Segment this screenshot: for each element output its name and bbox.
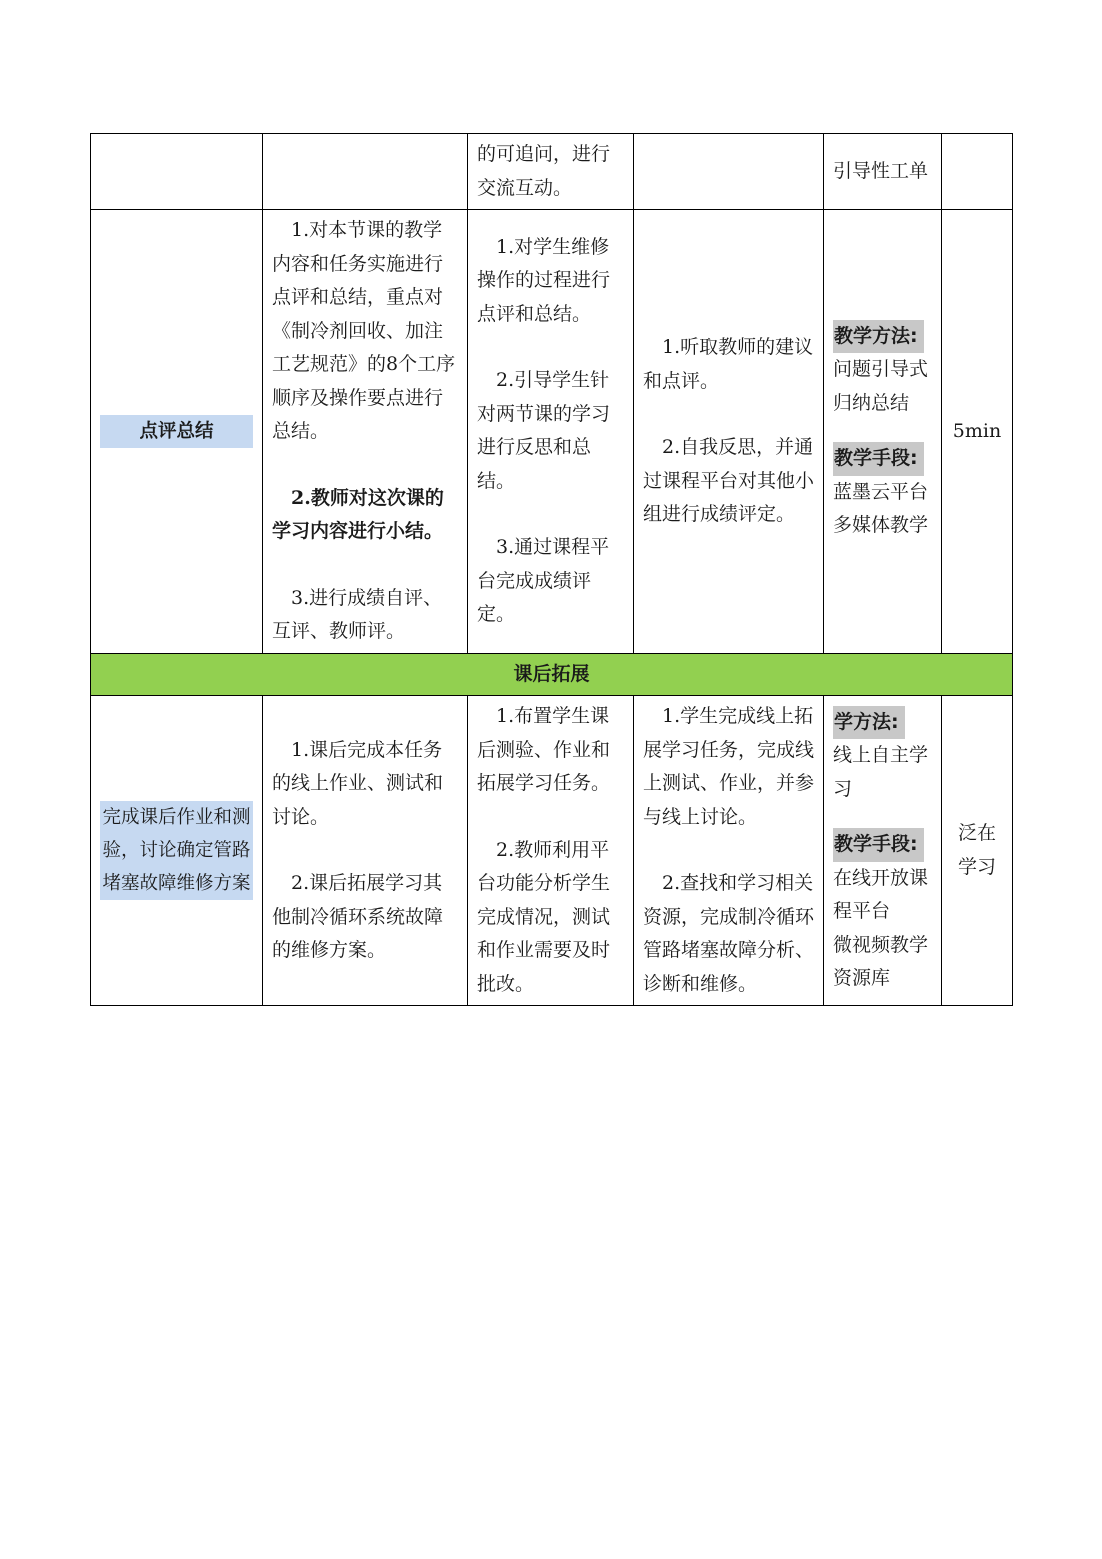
means-item: 微视频教学资源库 (833, 933, 929, 989)
student-activity-item: 1.听取教师的建议和点评。 (643, 336, 814, 392)
method-cell (824, 210, 942, 654)
content-cell-empty (263, 134, 468, 210)
method-cell (824, 134, 942, 210)
stage-label: 点评总结 (100, 415, 253, 448)
teacher-activity-item: 3.通过课程平台完成成绩评定。 (477, 536, 610, 626)
teacher-activity-text: 的可追问，进行交流互动。 (477, 143, 611, 199)
student-activity-cell-empty (634, 134, 824, 210)
method-cell (824, 696, 942, 1006)
method-label: 学方法: (833, 706, 905, 740)
method-item: 归纳总结 (833, 391, 910, 414)
teacher-activity-cell (468, 210, 634, 654)
time-text: 泛在学习 (958, 822, 997, 878)
content-item: 3.进行成绩自评、互评、教师评。 (272, 586, 443, 642)
means-item: 多媒体教学 (833, 514, 929, 537)
teacher-activity-cell (468, 696, 634, 1006)
table-row-review (91, 210, 1013, 654)
content-item: 1.对本节课的教学内容和任务实施进行点评和总结，重点对《制冷剂回收、加注工艺规范》的8个工序顺序及操作要点进行总结。 (272, 219, 456, 442)
section-header-row (91, 653, 1013, 696)
means-item: 蓝墨云平台 (833, 480, 929, 503)
table-row-continuation (91, 134, 1013, 210)
time-text: 5min (952, 419, 1002, 442)
content-cell (263, 696, 468, 1006)
method-item: 问题引导式 (833, 358, 929, 381)
stage-cell (91, 210, 263, 654)
teacher-activity-item: 1.布置学生课后测验、作业和拓展学习任务。 (477, 705, 611, 794)
student-activity-item: 2.自我反思，并通过课程平台对其他小组进行成绩评定。 (643, 436, 815, 525)
teacher-activity-item: 1.对学生维修操作的过程进行点评和总结。 (477, 235, 611, 325)
content-item: 2.课后拓展学习其他制冷循环系统故障的维修方案。 (272, 872, 444, 961)
time-cell (942, 210, 1013, 654)
method-label: 教学方法: (833, 320, 924, 354)
section-title: 课后拓展 (91, 653, 1013, 696)
method-text: 引导性工单 (833, 159, 929, 182)
content-item: 2.教师对这次课的学习内容进行小结。 (272, 486, 444, 542)
means-label: 教学手段: (833, 442, 924, 476)
student-activity-cell (634, 696, 824, 1006)
stage-label: 完成课后作业和测验，讨论确定管路堵塞故障维修方案 (100, 801, 253, 900)
time-cell-empty (942, 134, 1013, 210)
content-item: 1.课后完成本任务的线上作业、测试和讨论。 (272, 738, 444, 828)
content-cell (263, 210, 468, 654)
stage-cell-empty (91, 134, 263, 210)
lesson-plan-table (90, 133, 1013, 1006)
student-activity-item: 2.查找和学习相关资源，完成制冷循环管路堵塞故障分析、诊断和维修。 (643, 872, 815, 995)
teacher-activity-cell (468, 134, 634, 210)
method-item: 线上自主学习 (833, 744, 929, 800)
means-label: 教学手段: (833, 828, 924, 862)
table-row-after-class (91, 696, 1013, 1006)
means-item: 在线开放课程平台 (833, 866, 929, 922)
teacher-activity-item: 2.引导学生针对两节课的学习进行反思和总结。 (477, 369, 611, 492)
teacher-activity-item: 2.教师利用平台功能分析学生完成情况，测试和作业需要及时批改。 (477, 838, 611, 995)
stage-cell (91, 696, 263, 1006)
student-activity-item: 1.学生完成线上拓展学习任务，完成线上测试、作业，并参与线上讨论。 (643, 705, 815, 828)
time-cell (942, 696, 1013, 1006)
student-activity-cell (634, 210, 824, 654)
